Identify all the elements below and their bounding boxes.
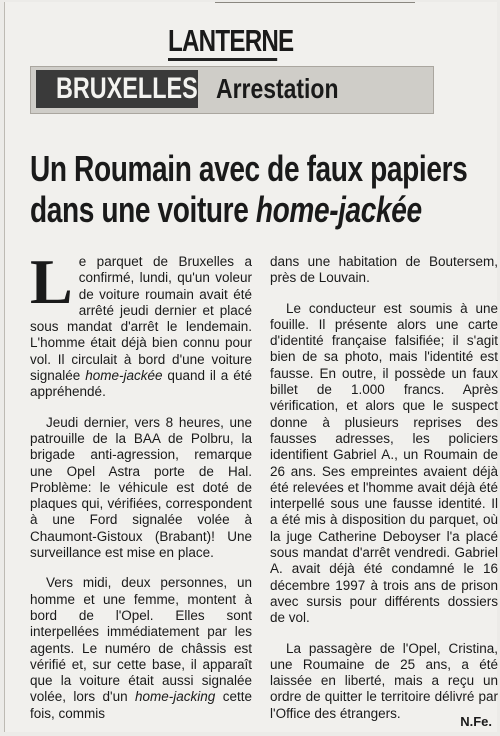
paragraph-3-text: Vers midi, deux personnes, un homme et une femme, montent à bord de l'Opel. Elles sont interpellées immédiatement par les agents. Le numéro de châssis est vérifié et, sur cette base, il apparaît que la voiture était aussi signalée volée, lors d'un	[30, 575, 252, 705]
paragraph-3-end: cette fois, commis	[30, 689, 252, 721]
article-headline	[30, 148, 468, 230]
headline-line-2-italic: home-jackée	[255, 189, 422, 230]
headline-line-2-prefix: dans une voiture	[30, 189, 256, 230]
top-rule	[215, 2, 415, 3]
paragraph-3-continued: dans une habitation de Boutersem, près de Louvain.	[270, 254, 498, 286]
article-column-left	[30, 246, 252, 722]
paragraph-1-end: quand il a été appréhendé.	[30, 368, 252, 400]
drop-cap: L	[30, 246, 73, 317]
paragraph-1	[30, 246, 252, 401]
paragraph-5: La passagère de l'Opel, Cristina, une Roumaine de 25 ans, a été laissée en liberté, mais a reçu un ordre de quitter le territoire délivré par l'Office des étrangers.	[270, 640, 498, 721]
author-signature: N.Fe.	[460, 714, 492, 729]
paragraph-4: Le conducteur est soumis à une fouille. Il présente alors une carte d'identité française falsifiée; il s'agit bien de sa photo, mais l'identité est fausse. En outre, il possède un faux billet de 1.000 francs. Après vérification, et alors que le suspect donne à plusieurs reprises des fausses adresses, les policiers identifient Gabriel A., un Roumain de 26 ans. Ses empreintes avaient déjà été relevées et l'homme avait déjà été interpellé sous une fausse identité. Il a été mis à disposition du parquet, où la juge Catherine Deboyser l'a placé sous mandat d'arrêt vendredi. Gabriel A. avait déjà été condamné le 16 décembre 1997 à trois ans de prison avec sursis pour différents dossiers de vol.	[270, 300, 498, 626]
paragraph-1-italic: home-jackée	[85, 368, 163, 384]
headline-line-2	[30, 189, 422, 230]
rubric-topic: Arrestation	[216, 73, 339, 104]
headline-line-1: Un Roumain avec de faux papiers	[30, 148, 468, 189]
paragraph-3	[30, 575, 252, 722]
paragraph-3-italic: home-jacking	[135, 689, 216, 705]
article-column-right	[270, 254, 498, 736]
section-title: LANTERNE	[168, 24, 277, 61]
rubric-city-label: BRUXELLES	[55, 72, 198, 105]
paragraph-1-text: e parquet de Bruxelles a confirmé, lundi, qu'un voleur de voiture roumain avait été arrêté jeudi dernier et placé sous mandat d'arrêt le lendemain. L'homme était déjà bien connu pour vol. Il circulait à bord d'une voiture signalée	[30, 254, 252, 384]
paragraph-2: Jeudi dernier, vers 8 heures, une patrouille de la BAA de Polbru, la brigade anti-agression, remarque une Opel Astra porte de Hal. Problème: le véhicule est doté de plaques qui, vérifiées, correspondent à une Ford signalée volée à Chaumont-Gistoux (Brabant)! Une surveillance est mise en place.	[30, 414, 252, 561]
rubric-city	[36, 70, 198, 108]
